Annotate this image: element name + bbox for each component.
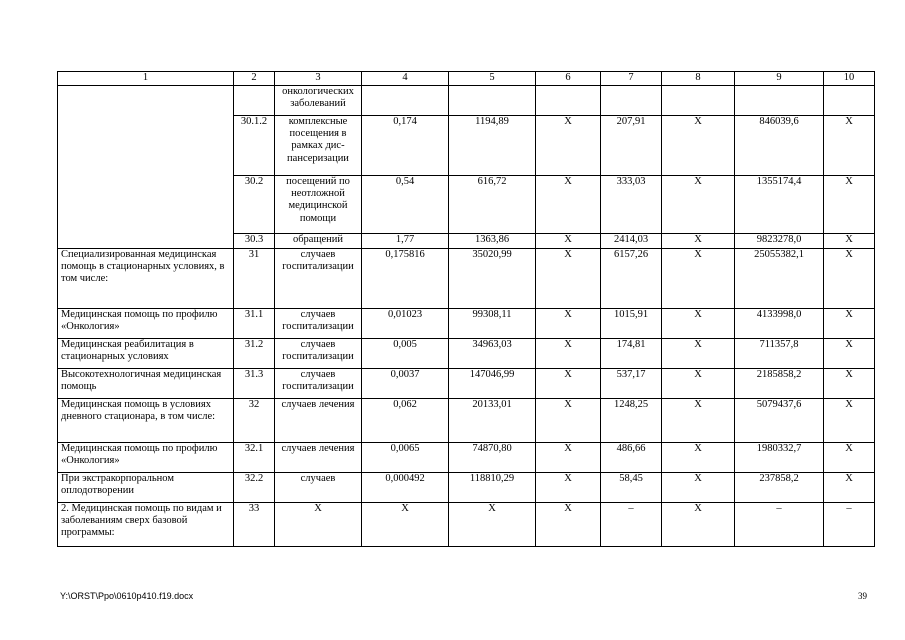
- value-cell: 58,45: [601, 473, 662, 503]
- value-cell: Х: [536, 234, 601, 249]
- value-cell: Х: [824, 309, 875, 339]
- value-cell: 1194,89: [449, 116, 536, 176]
- unit-cell: случаев лечения: [275, 399, 362, 443]
- value-cell: 1015,91: [601, 309, 662, 339]
- value-cell: Х: [662, 473, 735, 503]
- value-cell: 237858,2: [735, 473, 824, 503]
- value-cell: Х: [536, 249, 601, 309]
- value-cell: 0,174: [362, 116, 449, 176]
- value-cell: 74870,80: [449, 443, 536, 473]
- table-row: [58, 369, 875, 399]
- row-code-cell: 32.1: [234, 443, 275, 473]
- unit-cell: случаев лечения: [275, 443, 362, 473]
- value-cell: Х: [536, 443, 601, 473]
- value-cell: 5079437,6: [735, 399, 824, 443]
- value-cell: –: [601, 503, 662, 547]
- value-cell: Х: [662, 176, 735, 234]
- value-cell: [735, 86, 824, 116]
- value-cell: Х: [824, 369, 875, 399]
- table-row: [58, 399, 875, 443]
- value-cell: 0,0037: [362, 369, 449, 399]
- value-cell: 1355174,4: [735, 176, 824, 234]
- value-cell: Х: [824, 176, 875, 234]
- value-cell: 2414,03: [601, 234, 662, 249]
- table-row: [58, 443, 875, 473]
- value-cell: [449, 86, 536, 116]
- value-cell: Х: [824, 116, 875, 176]
- value-cell: –: [824, 503, 875, 547]
- table-row: [58, 339, 875, 369]
- unit-cell: обращений: [275, 234, 362, 249]
- value-cell: Х: [536, 503, 601, 547]
- header-cell: 8: [662, 72, 735, 86]
- table-row: [58, 473, 875, 503]
- value-cell: Х: [824, 234, 875, 249]
- header-cell: 2: [234, 72, 275, 86]
- value-cell: Х: [824, 443, 875, 473]
- header-cell: 4: [362, 72, 449, 86]
- value-cell: [536, 86, 601, 116]
- row-label-cell: [58, 86, 234, 249]
- value-cell: Х: [449, 503, 536, 547]
- row-code-cell: 31: [234, 249, 275, 309]
- row-code-cell: 31.2: [234, 339, 275, 369]
- value-cell: 537,17: [601, 369, 662, 399]
- value-cell: Х: [662, 309, 735, 339]
- value-cell: Х: [536, 176, 601, 234]
- value-cell: [662, 86, 735, 116]
- value-cell: Х: [824, 339, 875, 369]
- value-cell: Х: [362, 503, 449, 547]
- unit-cell: случаев госпитализации: [275, 339, 362, 369]
- row-code-cell: 31.3: [234, 369, 275, 399]
- value-cell: Х: [662, 339, 735, 369]
- value-cell: Х: [536, 309, 601, 339]
- value-cell: 4133998,0: [735, 309, 824, 339]
- row-label-cell: Специализированная медицинская помощь в стационарных условиях, в том числе:: [58, 249, 234, 309]
- value-cell: 846039,6: [735, 116, 824, 176]
- table-row: [58, 503, 875, 547]
- row-code-cell: 30.2: [234, 176, 275, 234]
- value-cell: 2185858,2: [735, 369, 824, 399]
- row-code-cell: 31.1: [234, 309, 275, 339]
- value-cell: 0,0065: [362, 443, 449, 473]
- value-cell: 99308,11: [449, 309, 536, 339]
- unit-cell: комплексные посещения в рамках дис-пансеризации: [275, 116, 362, 176]
- value-cell: [362, 86, 449, 116]
- value-cell: 6157,26: [601, 249, 662, 309]
- value-cell: 34963,03: [449, 339, 536, 369]
- value-cell: Х: [824, 249, 875, 309]
- value-cell: Х: [536, 473, 601, 503]
- header-row: [58, 72, 875, 86]
- page-number: 39: [858, 591, 867, 601]
- unit-cell: Х: [275, 503, 362, 547]
- table-row: [58, 86, 875, 116]
- value-cell: Х: [824, 399, 875, 443]
- row-code-cell: 32: [234, 399, 275, 443]
- row-code-cell: [234, 86, 275, 116]
- value-cell: Х: [662, 503, 735, 547]
- table-row: [58, 249, 875, 309]
- data-table: [57, 71, 875, 547]
- value-cell: 486,66: [601, 443, 662, 473]
- header-cell: 7: [601, 72, 662, 86]
- header-cell: 5: [449, 72, 536, 86]
- value-cell: 20133,01: [449, 399, 536, 443]
- value-cell: 1980332,7: [735, 443, 824, 473]
- row-label-cell: Медицинская помощь в условиях дневного стационара, в том числе:: [58, 399, 234, 443]
- value-cell: 616,72: [449, 176, 536, 234]
- value-cell: 0,000492: [362, 473, 449, 503]
- unit-cell: случаев госпитализации: [275, 369, 362, 399]
- row-code-cell: 33: [234, 503, 275, 547]
- row-label-cell: При экстракорпоральном оплодотворении: [58, 473, 234, 503]
- row-code-cell: 32.2: [234, 473, 275, 503]
- header-cell: 6: [536, 72, 601, 86]
- value-cell: Х: [536, 369, 601, 399]
- unit-cell: случаев: [275, 473, 362, 503]
- value-cell: 1248,25: [601, 399, 662, 443]
- unit-cell: случаев госпитализации: [275, 249, 362, 309]
- row-label-cell: Медицинская помощь по профилю «Онкология»: [58, 443, 234, 473]
- value-cell: Х: [662, 399, 735, 443]
- value-cell: Х: [536, 339, 601, 369]
- header-cell: 9: [735, 72, 824, 86]
- value-cell: 9823278,0: [735, 234, 824, 249]
- value-cell: –: [735, 503, 824, 547]
- row-label-cell: 2. Медицинская помощь по видам и заболеваниям сверх базовой программы:: [58, 503, 234, 547]
- value-cell: Х: [662, 443, 735, 473]
- footer-file-path: Y:\ORST\Ppo\0610p410.f19.docx: [60, 591, 194, 601]
- value-cell: Х: [662, 234, 735, 249]
- value-cell: 1363,86: [449, 234, 536, 249]
- value-cell: 25055382,1: [735, 249, 824, 309]
- value-cell: Х: [662, 249, 735, 309]
- header-cell: 1: [58, 72, 234, 86]
- value-cell: Х: [536, 399, 601, 443]
- row-label-cell: Высокотехнологичная медицинская помощь: [58, 369, 234, 399]
- unit-cell: случаев госпитализации: [275, 309, 362, 339]
- value-cell: 35020,99: [449, 249, 536, 309]
- value-cell: 0,01023: [362, 309, 449, 339]
- row-code-cell: 30.1.2: [234, 116, 275, 176]
- value-cell: 147046,99: [449, 369, 536, 399]
- value-cell: 174,81: [601, 339, 662, 369]
- value-cell: Х: [662, 116, 735, 176]
- value-cell: 0,175816: [362, 249, 449, 309]
- value-cell: 0,062: [362, 399, 449, 443]
- value-cell: Х: [824, 473, 875, 503]
- unit-cell: посещений по неотложной медицинской помощи: [275, 176, 362, 234]
- row-code-cell: 30.3: [234, 234, 275, 249]
- value-cell: 0,54: [362, 176, 449, 234]
- table-row: [58, 309, 875, 339]
- row-label-cell: Медицинская помощь по профилю «Онкология»: [58, 309, 234, 339]
- value-cell: 0,005: [362, 339, 449, 369]
- header-cell: 10: [824, 72, 875, 86]
- value-cell: 333,03: [601, 176, 662, 234]
- value-cell: 1,77: [362, 234, 449, 249]
- header-cell: 3: [275, 72, 362, 86]
- unit-cell: онкологических заболеваний: [275, 86, 362, 116]
- value-cell: Х: [662, 369, 735, 399]
- value-cell: 711357,8: [735, 339, 824, 369]
- value-cell: 118810,29: [449, 473, 536, 503]
- value-cell: Х: [536, 116, 601, 176]
- row-label-cell: Медицинская реабилитация в стационарных условиях: [58, 339, 234, 369]
- value-cell: [601, 86, 662, 116]
- value-cell: [824, 86, 875, 116]
- value-cell: 207,91: [601, 116, 662, 176]
